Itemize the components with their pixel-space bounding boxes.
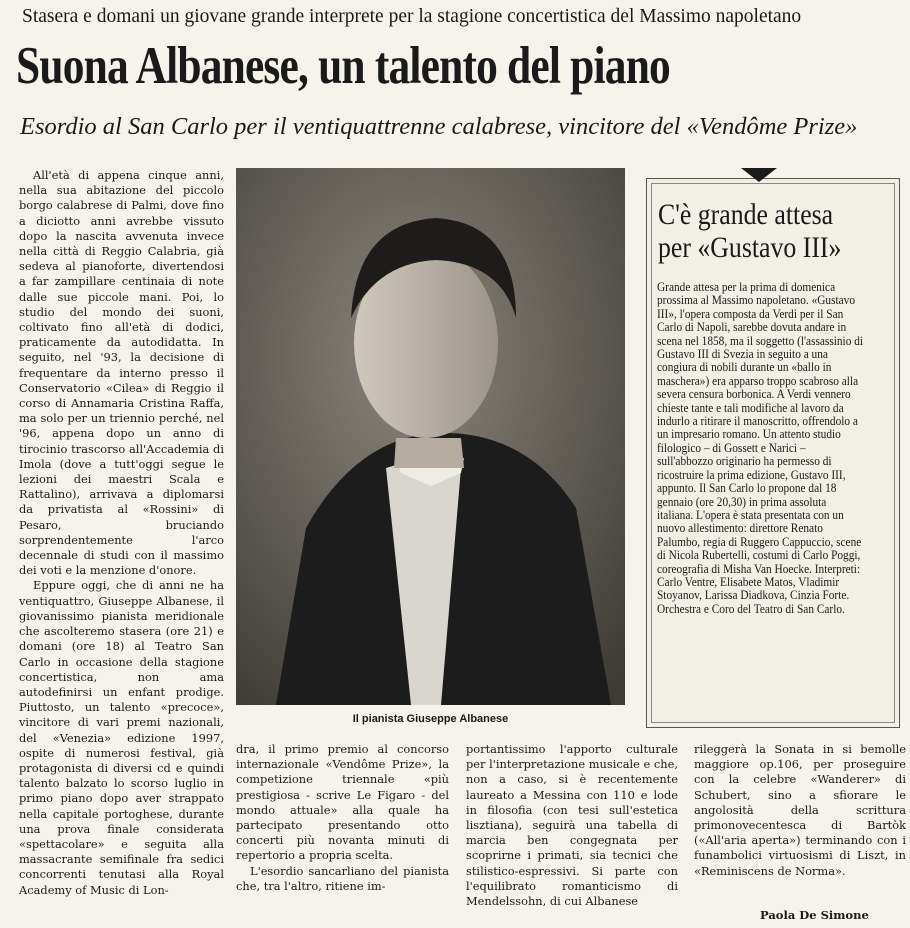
article-paragraph: dra, il primo premio al concorso internazionale «Vendôme Prize», la competizione triennale «più prestigiosa - scrive Le Figaro - del mondo attuale» alla quale ha partecipato presentando otto concerti più novanta minuti di repertorio a propria scelta. bbox=[236, 742, 449, 863]
sidebar-title: C'è grande attesa per «Gustavo III» bbox=[658, 198, 842, 264]
article-paragraph: Eppure oggi, che di anni ne ha ventiquattro, Giuseppe Albanese, il giovanissimo pianista meridionale che ascolteremo stasera (ore 21) e domani (ore 18) al Teatro San Carlo in occasione della stagione concertistica, non ama autodefinirsi un enfant prodige. Piuttosto, un talento «precoce», vincitore di vari premi nazionali, del «Venezia» edizione 1997, ospite di numerosi festival, già protagonista di diversi cd e quindi talento balzato lo scorso luglio in primo piano dopo aver strappato nella capitale portoghese, durante una prova finale considerata «spettacolare» e seguita alla massacrante semifinale fra sedici concorrenti tenutasi alla Royal Academy of Music di Lon- bbox=[19, 578, 224, 897]
photo-caption: Il pianista Giuseppe Albanese bbox=[352, 713, 509, 725]
sidebar-body: Grande attesa per la prima di domenica prossima al Massimo napoletano. «Gustavo III», l'opera composta da Verdi per il San Carlo di Napoli, sarebbe dovuta andare in scena nel 1858, ma il soggetto (l'assassinio di Gustavo III di Svezia in seguito a una congiura di nobili durante un «ballo in maschera») era apparso troppo scabroso alla severa censura borbonica. A Verdi vennero chieste tante e tali modifiche al lavoro da indurlo a ritirare il manoscritto, offrendolo a un impresario romano. Un attento studio filologico – di Gossett e Narici – sull'abbozzo originario ha permesso di ricostruire la prima edizione, Gustavo III, appunto. Il San Carlo lo propone dal 18 gennaio (ore 20,30) in prima assoluta italiana. L'opera è stata presentata con un nuovo allestimento: direttore Renato Palumbo, regia di Ruggero Cappuccio, scene di Nicola Rubertelli, costumi di Carlo Poggi, coreografia di Misha Van Hoecke. Interpreti: Carlo Ventre, Elisabete Matos, Vladimir Stoyanov, Larissa Diadkova, Cinzia Forte. Orchestra e Coro del Teatro di San Carlo. bbox=[657, 280, 864, 616]
sidebar-box bbox=[638, 168, 906, 728]
article-column-1 bbox=[19, 168, 224, 928]
article-paragraph: L'esordio sancarliano del pianista che, tra l'altro, ritiene im- bbox=[236, 863, 449, 893]
subhead: Esordio al San Carlo per il ventiquattrenne calabrese, vincitore del «Vendôme Prize» bbox=[20, 113, 858, 140]
article-paragraph: rileggerà la Sonata in si bemolle maggiore op.106, per proseguire con la celebre «Wanderer» di Schubert, sino a sfiorare le angolosità della scrittura primonovecentesca di Bartòk («All'aria aperta») terminando con i funambolici virtuosismi di Liszt, in «Reminiscens de Norma». bbox=[694, 742, 906, 878]
article-column-4 bbox=[694, 742, 906, 928]
article-paragraph: portantissimo l'apporto culturale per l'interpretazione musicale e che, non a caso, si è recentemente laureato a Messina con 110 e lode in filosofia (con tesi sull'estetica lisztiana), seguirà una tabella di marcia ben congegnata per scoprirne i primati, sia tecnici che stilistico-espressivi. Si parte con l'equilibrato romanticismo di Mendelssohn, di cui Albanese bbox=[466, 742, 678, 909]
portrait-photo bbox=[236, 168, 625, 705]
kicker: Stasera e domani un giovane grande interprete per la stagione concertistica del Massimo napoletano bbox=[22, 6, 802, 27]
author-signature: Paola De Simone bbox=[760, 908, 869, 922]
article-column-2 bbox=[236, 742, 449, 928]
portrait-illustration bbox=[236, 168, 625, 705]
article-column-3 bbox=[466, 742, 678, 928]
headline: Suona Albanese, un talento del piano bbox=[16, 37, 670, 95]
article-paragraph: All'età di appena cinque anni, nella sua abitazione del piccolo borgo calabrese di Palmi, dove fino a diciotto anni avrebbe vissuto dopo la nascita avvenuta invece nella città di Reggio Calabria, già sedeva al pianoforte, divertendosi a far zampillare centinaia di note dalle sue piccole mani. Poi, lo studio del mondo dei suoni, coltivato fino all'età di dodici, praticamente da autodidatta. In seguito, nel '93, la decisione di frequentare da interno presso il Conservatorio «Cilea» di Reggio il corso di Annamaria Cristina Raffa, ma solo per un triennio perché, nel '96, appena dopo un anno di tirocinio trascorso all'Accademia di Imola (dove a tutt'oggi segue le lezioni dei maestri Scala e Rattalino), arrivava a diplomarsi da privatista al «Rossini» di Pesaro, bruciando sorprendentemente l'arco decennale di studi con il massimo dei voti e la menzione d'onore. bbox=[19, 168, 224, 578]
triangle-marker-icon bbox=[741, 168, 777, 182]
